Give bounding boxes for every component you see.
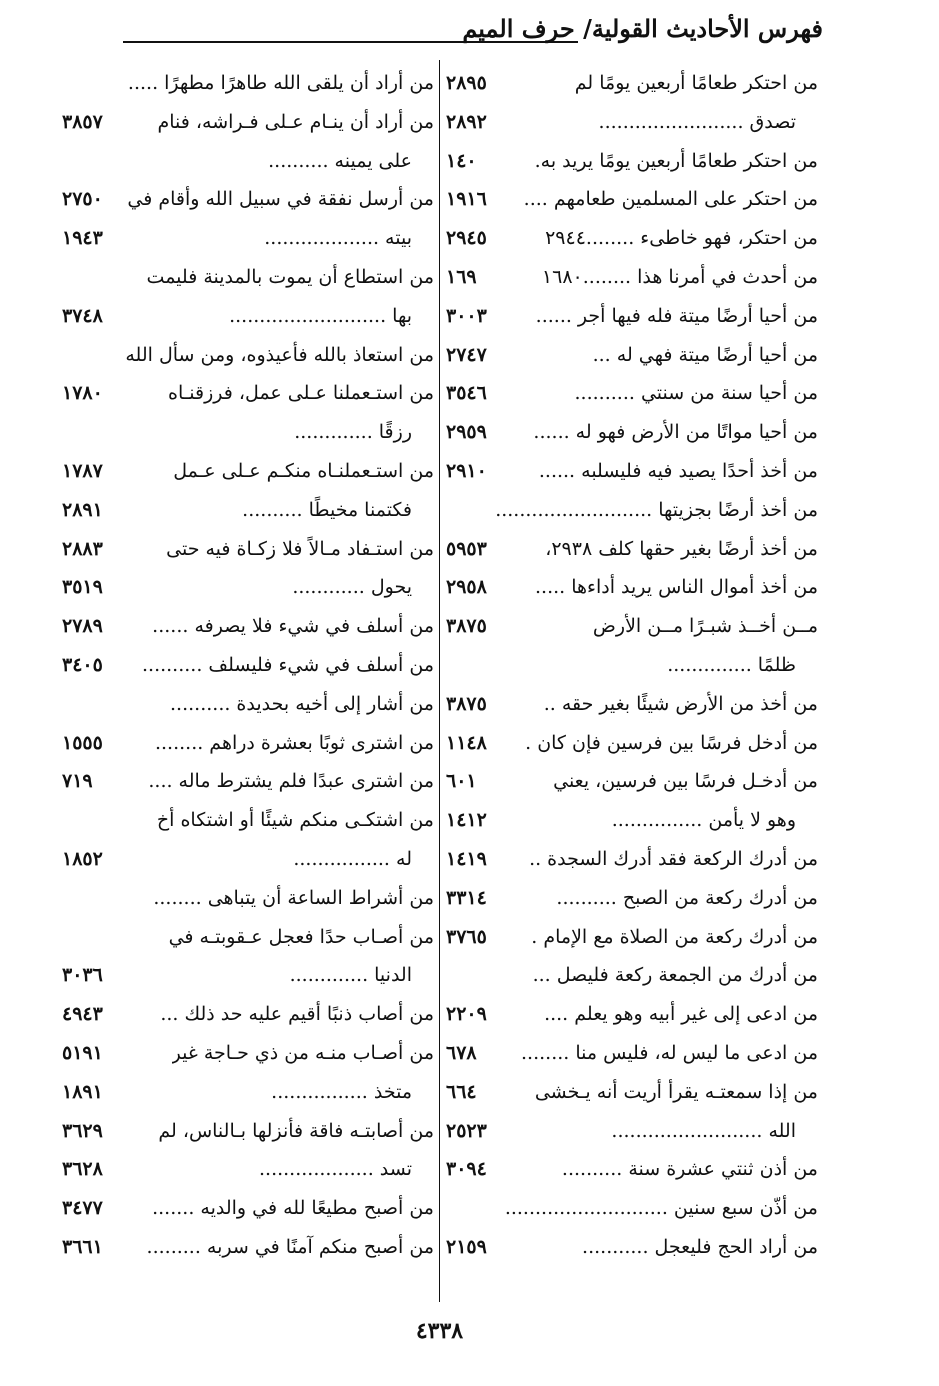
entry-number: ٣٦٦١: [62, 1228, 107, 1267]
entry-text: من أحيا سنة من سنتي ..........: [574, 382, 818, 405]
entry-text: من استعاذ بالله فأعيذوه، ومن سأل الله: [125, 343, 434, 366]
index-entry: [62, 801, 434, 840]
entry-number: ٢٧٨٩: [62, 607, 107, 646]
index-entry: [446, 801, 818, 840]
index-entry: [446, 762, 818, 801]
entry-text: من احتكر على المسلمين طعامهم ....: [523, 188, 818, 211]
entry-text: من أصاب ذنبًا أقيم عليه حد ذلك ...: [160, 1003, 434, 1026]
page-number: ٤٣٣٨: [415, 1318, 464, 1344]
entry-text: له ................: [293, 847, 412, 870]
entry-text: على يمينه ..........: [268, 149, 412, 172]
entry-text: من أخذ أموال الناس يريد أداءها .....: [534, 576, 818, 599]
entry-number: ٧١٩: [62, 762, 97, 801]
entry-text: من اشترى عبدًا فلم يشترط ماله ....: [148, 770, 434, 793]
entry-text: متخذ ................: [271, 1080, 412, 1103]
entry-text: من أصبح منكم آمنًا في سربه .........: [146, 1235, 434, 1258]
entry-number: ١٤٠: [446, 142, 481, 181]
entry-text: من اشترى ثوبًا بعشرة دراهم ........: [154, 731, 434, 754]
index-entry: [446, 956, 818, 995]
entry-text: تسد ...................: [258, 1158, 412, 1181]
entry-number: ٣٨٧٥: [446, 607, 491, 646]
entry-text: من أصبح مطيعًا لله في والديه .......: [152, 1197, 434, 1220]
entry-text: من استـفاد مـالاً فلا زكـاة فيه حتى: [166, 537, 434, 560]
entry-text: من احتكر طعامًا أربعين يومًا يريد به.: [534, 149, 818, 172]
entry-text: من ادعى إلى غير أبيه وهو يعلم ....: [544, 1003, 818, 1026]
entry-text: من أصـاب منـه من ذي حـاجة غير: [171, 1041, 434, 1064]
entry-text: من أراد أن ينـام عـلى فـراشه، فنام: [157, 110, 434, 133]
entry-number: ٦٠١: [446, 762, 481, 801]
index-entry: [446, 840, 818, 879]
entry-number: ٢٧٥٠: [62, 180, 107, 219]
column-divider: [439, 60, 440, 1302]
entry-number: ٦٦٤: [446, 1073, 481, 1112]
entry-number: ٢٨٩١: [62, 491, 107, 530]
index-entry: [62, 142, 434, 181]
index-entry: [446, 1034, 818, 1073]
entry-number: ١٨٥٢: [62, 840, 107, 879]
entry-text: من أحدث في أمرنا هذا ........١٦٨٠: [541, 265, 818, 288]
index-entry: [62, 374, 434, 413]
page-header: [123, 14, 823, 54]
entry-text: من إذا سمعتـه يقرأ أريت أنه يـخشى: [534, 1080, 818, 1103]
index-entry: [62, 452, 434, 491]
entry-number: ٦٧٨: [446, 1034, 481, 1073]
entry-text: من أخذ أرضًا بجزيتها ..........................: [495, 498, 818, 521]
entry-text: من استطاع أن يموت بالمدينة فليمت: [146, 265, 434, 288]
entry-text: من أخذ أرضًا بغير حقها كلف ٢٩٣٨،: [545, 537, 818, 560]
index-entry: [446, 180, 818, 219]
entry-number: ٣٠٠٣: [446, 297, 491, 336]
entry-text: من أدرك من الجمعة ركعة فليصل ...: [532, 964, 818, 987]
index-entry: [62, 1112, 434, 1151]
entry-text: من أشار إلى أخيه بحديدة ..........: [170, 692, 434, 715]
index-entry: [62, 180, 434, 219]
entry-text: فكتمنا مخيطًا ..........: [242, 498, 412, 521]
index-entry: [446, 568, 818, 607]
entry-text: من أسلف في شيء فلا يصرفه ......: [152, 615, 434, 638]
index-entry: [62, 1034, 434, 1073]
index-entry: [446, 491, 818, 530]
index-entry: [446, 646, 818, 685]
entry-text: من أراد الحج فليعجل ...........: [582, 1235, 818, 1258]
entry-text: تصدق ........................: [598, 110, 796, 133]
entry-number: ٣٦٢٩: [62, 1112, 107, 1151]
entry-number: ٢٨٨٣: [62, 530, 107, 569]
entry-number: ١٧٨٠: [62, 374, 107, 413]
index-entry: [62, 64, 434, 103]
index-entry: [62, 840, 434, 879]
index-entry: [62, 336, 434, 375]
entry-number: ٢١٥٩: [446, 1228, 491, 1267]
entry-text: من أصـاب حدًا فعجل عـقوبتـه في: [168, 925, 434, 948]
entry-number: ١٧٨٧: [62, 452, 107, 491]
entry-number: ١٤١٢: [446, 801, 491, 840]
entry-number: ٣٣١٤: [446, 879, 491, 918]
index-entry: [62, 762, 434, 801]
index-column-right: [446, 64, 818, 1267]
entry-text: من اشتكـى منكم شيئًا أو اشتكاه أخ: [156, 809, 434, 832]
entry-text: رزقًا .............: [294, 421, 412, 444]
entry-text: من أحيا أرضًا ميتة فله فيها أجر ......: [535, 304, 818, 327]
entry-number: ٢٩٥٩: [446, 413, 491, 452]
index-entry: [446, 1112, 818, 1151]
index-entry: [62, 879, 434, 918]
entry-text: الدنيا .............: [289, 964, 412, 987]
page-title: فهرس الأحاديث القولية/ حرف الميم: [462, 14, 823, 43]
index-entry: [446, 258, 818, 297]
entry-number: ٥١٩١: [62, 1034, 107, 1073]
entry-number: ٣٨٧٥: [446, 685, 491, 724]
index-entry: [62, 568, 434, 607]
index-entry: [446, 452, 818, 491]
index-entry: [62, 413, 434, 452]
entry-number: ١٥٥٥: [62, 724, 107, 763]
index-entry: [62, 1189, 434, 1228]
index-entry: [62, 607, 434, 646]
entry-number: ٢٢٠٩: [446, 995, 491, 1034]
index-entry: [62, 530, 434, 569]
entry-text: وهو لا يأمن ...............: [611, 809, 796, 832]
entry-number: ٢٨٩٥: [446, 64, 491, 103]
index-entry: [446, 1228, 818, 1267]
entry-text: بها ..........................: [229, 304, 412, 327]
index-entry: [62, 219, 434, 258]
entry-number: ٣٠٩٤: [446, 1150, 491, 1189]
entry-text: من أصابتـه فاقة فأنزلها بـالناس، لم: [158, 1119, 434, 1142]
entry-number: ٣٦٢٨: [62, 1150, 107, 1189]
index-entry: [446, 413, 818, 452]
entry-number: ٢٨٩٢: [446, 103, 491, 142]
index-entry: [446, 374, 818, 413]
entry-number: ٣٥٤٦: [446, 374, 491, 413]
entry-number: ١٦٩: [446, 258, 481, 297]
index-entry: [62, 724, 434, 763]
entry-number: ٢٩١٠: [446, 452, 491, 491]
entry-text: ظلمًا ..............: [667, 653, 796, 676]
header-rule: [123, 41, 578, 43]
index-entry: [446, 103, 818, 142]
index-entry: [62, 685, 434, 724]
index-entry: [446, 219, 818, 258]
entry-number: ١١٤٨: [446, 724, 491, 763]
entry-number: ٢٥٢٣: [446, 1112, 491, 1151]
entry-text: من أشراط الساعة أن يتباهى ........: [153, 886, 434, 909]
index-entry: [446, 685, 818, 724]
entry-text: من أدخـل فرسًا بين فرسين، يعني: [553, 770, 818, 793]
entry-number: ١٨٩١: [62, 1073, 107, 1112]
index-entry: [446, 1189, 818, 1228]
index-entry: [62, 956, 434, 995]
index-entry: [446, 336, 818, 375]
entry-text: مــن أخــذ شبـرًا مــن الأرض: [592, 615, 818, 638]
entry-text: الله .........................: [611, 1119, 796, 1142]
entry-text: من احتكر، فهو خاطىء ........٢٩٤٤: [545, 227, 818, 250]
entry-text: من أراد أن يلقى الله طاهرًا مطهرًا .....: [127, 72, 434, 94]
index-entry: [446, 724, 818, 763]
entry-text: من أدرك ركعة من الصبح ..........: [556, 886, 818, 909]
entry-text: من احتكر طعامًا أربعين يومًا لم: [574, 72, 818, 94]
entry-number: ٥٩٥٣: [446, 530, 491, 569]
entry-number: ٣٨٥٧: [62, 103, 107, 142]
entry-text: من أذن ثنتي عشرة سنة ..........: [561, 1158, 818, 1181]
entry-number: ٣٤٠٥: [62, 646, 107, 685]
index-entry: [62, 918, 434, 957]
index-entry: [62, 995, 434, 1034]
index-entry: [446, 995, 818, 1034]
entry-text: يحول ............: [292, 576, 412, 599]
index-column-left: [62, 64, 434, 1267]
index-entry: [446, 142, 818, 181]
entry-number: ١٤١٩: [446, 840, 491, 879]
entry-number: ٣٠٣٦: [62, 956, 107, 995]
index-entry: [446, 297, 818, 336]
entry-number: ٣٧٦٥: [446, 918, 491, 957]
entry-text: من أخذ أحدًا يصيد فيه فليسلبه ......: [538, 459, 818, 482]
index-entry: [62, 1228, 434, 1267]
entry-number: ١٩١٦: [446, 180, 491, 219]
entry-text: من ادعى ما ليس له، فليس منا ........: [521, 1041, 818, 1064]
entry-text: بيته ...................: [264, 227, 412, 250]
entry-text: من أدخل فرسًا بين فرسين فإن كان .: [525, 731, 818, 754]
index-entry: [446, 1150, 818, 1189]
entry-text: من أحيا أرضًا ميتة فهي له ...: [592, 343, 818, 366]
entry-text: من أسلف في شيء فليسلف ..........: [141, 653, 434, 676]
index-entry: [62, 1073, 434, 1112]
entry-number: ٢٩٥٨: [446, 568, 491, 607]
entry-text: من أرسل نفقة في سبيل الله وأقام في: [127, 188, 434, 211]
index-entry: [446, 530, 818, 569]
entry-number: ٣٤٧٧: [62, 1189, 107, 1228]
entry-number: ٢٧٤٧: [446, 336, 491, 375]
entry-text: من استـعملنا عـلى عمل، فرزقنـاه: [168, 382, 434, 405]
index-entry: [62, 103, 434, 142]
entry-number: ١٩٤٣: [62, 219, 107, 258]
entry-number: ٢٩٤٥: [446, 219, 491, 258]
entry-number: ٣٧٤٨: [62, 297, 107, 336]
index-entry: [446, 879, 818, 918]
entry-number: ٤٩٤٣: [62, 995, 107, 1034]
index-entry: [446, 607, 818, 646]
entry-text: من استـعملنـاه منكـم عـلى عـمل: [173, 459, 434, 482]
index-entry: [62, 1150, 434, 1189]
entry-text: من أدرك الركعة فقد أدرك السجدة ..: [529, 847, 818, 870]
index-entry: [446, 1073, 818, 1112]
index-entry: [62, 258, 434, 297]
index-entry: [62, 646, 434, 685]
entry-number: ٣٥١٩: [62, 568, 107, 607]
index-entry: [62, 491, 434, 530]
entry-text: من أذّن سبع سنين ...........................: [504, 1197, 818, 1220]
entry-text: من أخذ من الأرض شيئًا بغير حقه ..: [543, 692, 818, 715]
index-entry: [446, 918, 818, 957]
entry-text: من أحيا مواتًا من الأرض فهو له ......: [533, 421, 818, 444]
entry-text: من أدرك ركعة من الصلاة مع الإمام .: [531, 925, 818, 948]
index-entry: [62, 297, 434, 336]
index-entry: [446, 64, 818, 103]
